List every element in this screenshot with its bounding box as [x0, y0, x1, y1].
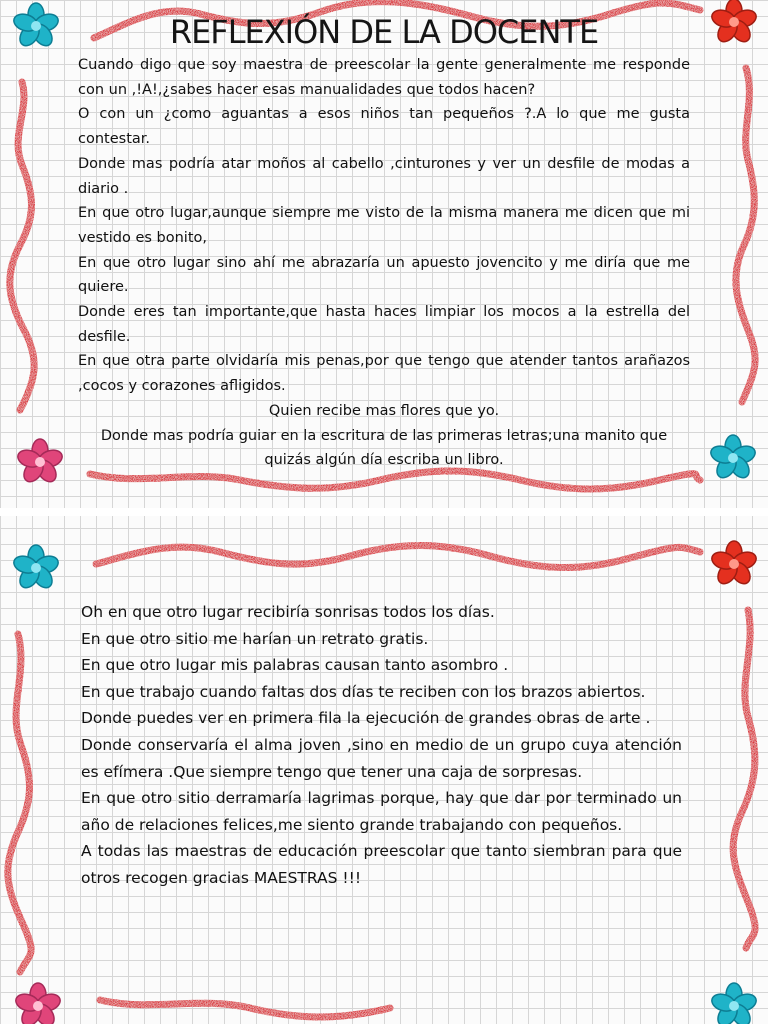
bottom-glitter-wave — [100, 1000, 390, 1017]
paragraph: Donde mas podría atar moños al cabello ,cinturones y ver un desfile de modas a diario . — [78, 155, 690, 197]
paragraph: Donde eres tan importante,que hasta haces limpiar los mocos a la estrella del desfile. — [78, 304, 690, 345]
paragraph: Cuando digo que soy maestra de preescolar la gente generalmente me responde con un ,!A!,¿sabes hacer esas manualidades que todos hacen? — [78, 57, 690, 98]
centered-line: Donde mas podría guiar en la escritura de las primeras letras;una manito que quizás algún día escriba un libro. — [100, 427, 668, 469]
left-glitter-wave — [8, 634, 31, 972]
paragraph: En que trabajo cuando faltas dos días te reciben con los brazos abiertos. — [81, 682, 646, 701]
paragraph: Oh en que otro lugar recibiría sonrisas todos los días. — [81, 603, 495, 621]
pink-gem-flower-icon — [16, 439, 65, 485]
top-glitter-wave — [96, 546, 700, 568]
right-glitter-wave — [736, 68, 755, 402]
pink-gem-flower-icon — [14, 983, 63, 1024]
paragraph: En que otro lugar sino ahí me abrazaría un apuesto jovencito y me diría que me quiere. — [78, 254, 690, 296]
paragraph: A todas las maestras de educación preescolar que tanto siembran para que otros recogen gracias MAESTRAS !!! — [81, 842, 682, 887]
left-glitter-wave — [10, 82, 34, 410]
paragraph: En que otro sitio me harían un retrato gratis. — [81, 629, 429, 648]
reflection-text-part-2 — [81, 599, 682, 892]
red-gem-flower-icon — [710, 541, 759, 587]
page-2 — [0, 512, 768, 1024]
teal-gem-flower-icon — [709, 435, 758, 481]
paragraph: En que otra parte olvidaría mis penas,por que tengo que atender tantos arañazos ,cocos y corazones afligidos. — [78, 353, 690, 395]
page-title: REFLEXIÓN DE LA DOCENTE — [169, 13, 599, 51]
teal-gem-flower-icon — [710, 983, 759, 1024]
paragraph: Donde puedes ver en primera fila la ejecución de grandes obras de arte . — [81, 709, 651, 728]
bottom-glitter-wave — [90, 471, 700, 489]
centered-line: Quien recibe mas flores que yo. — [268, 402, 500, 419]
teal-gem-flower-icon — [12, 545, 61, 591]
paragraph: En que otro lugar,aunque siempre me visto de la misma manera me dicen que mi vestido es bonito, — [78, 205, 690, 246]
right-glitter-wave — [733, 610, 755, 948]
paragraph: En que otro sitio derramaría lagrimas porque, hay que dar por terminado un año de relaciones felices,me siento grande trabajando con pequeños. — [81, 789, 682, 834]
paragraph: O con un ¿como aguantas a esos niños tan pequeños ?.A lo que me gusta contestar. — [78, 106, 690, 148]
paragraph: Donde conservaría el alma joven ,sino en medio de un grupo cuya atención es efímera .Que siempre tengo que tener una caja de sorpresas. — [81, 735, 682, 781]
paragraph: En que otro lugar mis palabras causan tanto asombro . — [81, 656, 509, 675]
reflection-text-part-1 — [78, 53, 690, 473]
